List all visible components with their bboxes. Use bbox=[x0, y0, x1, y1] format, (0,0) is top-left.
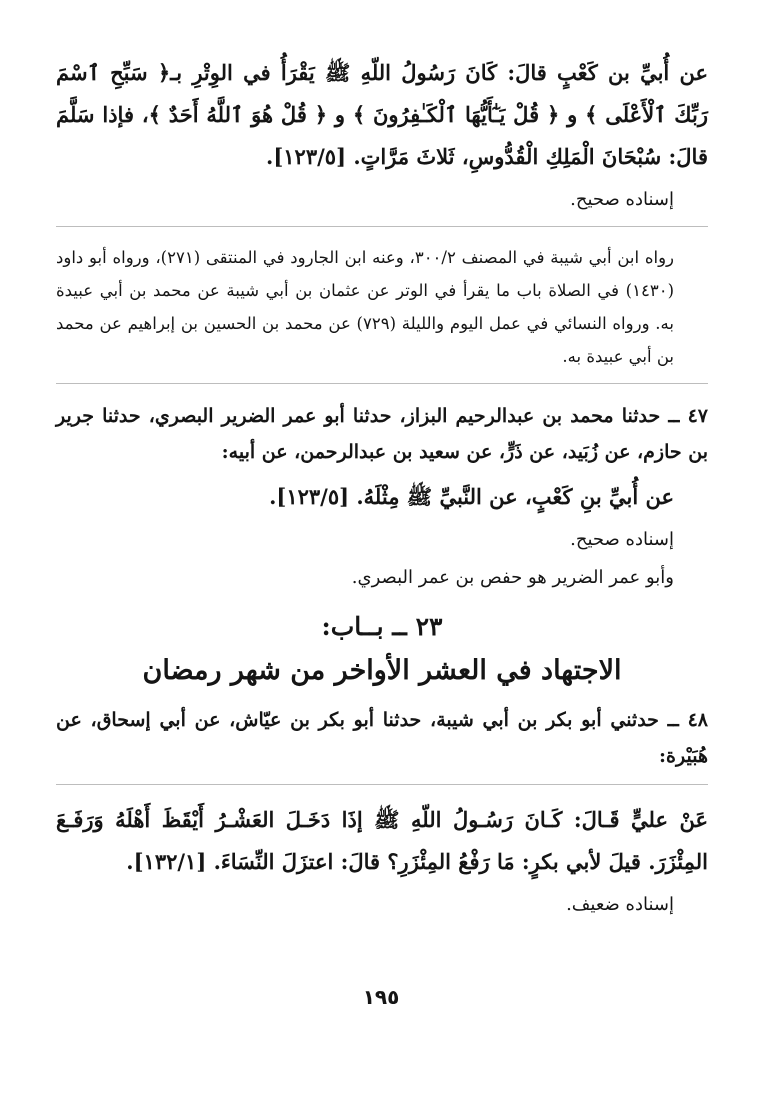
section-divider bbox=[56, 383, 708, 384]
isnad-48: ٤٨ ــ حدثني أبو بكر بن أبي شيبة، حدثنا أبو بكر بن عيّاش، عن أبي إسحاق، عن هُبَيْرة: bbox=[56, 709, 708, 767]
isnad-47: ٤٧ ــ حدثنا محمد بن عبدالرحيم البزاز، حدثنا أبو عمر الضرير البصري، حدثنا جرير بن حازم، عن زُبَيد، عن ذَرٍّ، عن سعيد بن عبدالرحمن، عن أبيه: bbox=[56, 405, 708, 463]
chapter-number: ٢٣ ــ بــاب: bbox=[321, 612, 443, 641]
chapter-title: الاجتهاد في العشر الأواخر من شهر رمضان bbox=[142, 655, 622, 686]
hadith-text-48: عَنْ عليٍّ قَـالَ: كَـانَ رَسُـولُ اللّهِ ﷺ إذَا دَخَـلَ العَشْـرُ أَيْقَظَ أَهْلَهُ وَرَفَـعَ المِئْزَرَ. قيلَ لأبي بكرٍ: مَا رَفْعُ المِئْزَرِ؟ قالَ: اعتزَلَ النِّسَاءَ. [١٣٢/١]. bbox=[56, 807, 708, 874]
book-page bbox=[56, 52, 708, 921]
hadith-text-ubayy-witr: عن أُبيِّ بن كَعْبٍ قالَ: كَانَ رَسُولُ اللّهِ ﷺ يَقْرَأُ في الوِتْرِ بـ﴿ سَبِّحِ ٱسْمَ رَبِّكَ ٱلْأَعْلَى ﴾ و ﴿ قُلْ يَـٰٓأَيُّهَا ٱلْكَـٰفِرُونَ ﴾ و ﴿ قُلْ هُوَ ٱللَّهُ أَحَدٌ ﴾، فإذا سَلَّمَ قالَ: سُبْحَانَ الْمَلِكِ الْقُدُّوسِ، ثَلاثَ مَرَّاتٍ. [١٢٣/٥]. bbox=[56, 60, 708, 169]
page-number: ١٩٥ bbox=[362, 985, 400, 1009]
section-divider bbox=[56, 226, 708, 227]
takhrij-source-note: رواه ابن أبي شيبة في المصنف ٣٠٠/٢، وعنه ابن الجارود في المنتقى (٢٧١)، ورواه أبو داود (١٤٣٠) في الصلاة باب ما يقرأ في الوتر عن عثمان بن أبي شيبة عن محمد بن أبي عبيدة به. ورواه النسائي في عمل اليوم والليلة (٧٢٩) عن محمد بن الحسين بن إبراهيم عن محمد بن أبي عبيدة به. bbox=[56, 248, 675, 366]
grade-sahih-2: إسناده صحيح. bbox=[570, 529, 674, 550]
grade-daif: إسناده ضعيف. bbox=[566, 894, 674, 915]
narrator-note: وأبو عمر الضرير هو حفص بن عمر البصري. bbox=[351, 567, 674, 588]
section-divider bbox=[56, 784, 708, 785]
grade-sahih-1: إسناده صحيح. bbox=[570, 189, 674, 210]
hadith-text-47: عن أُبيِّ بنِ كَعْبٍ، عن النَّبيِّ ﷺ مِثْلَهُ. [١٢٣/٥]. bbox=[269, 484, 674, 509]
